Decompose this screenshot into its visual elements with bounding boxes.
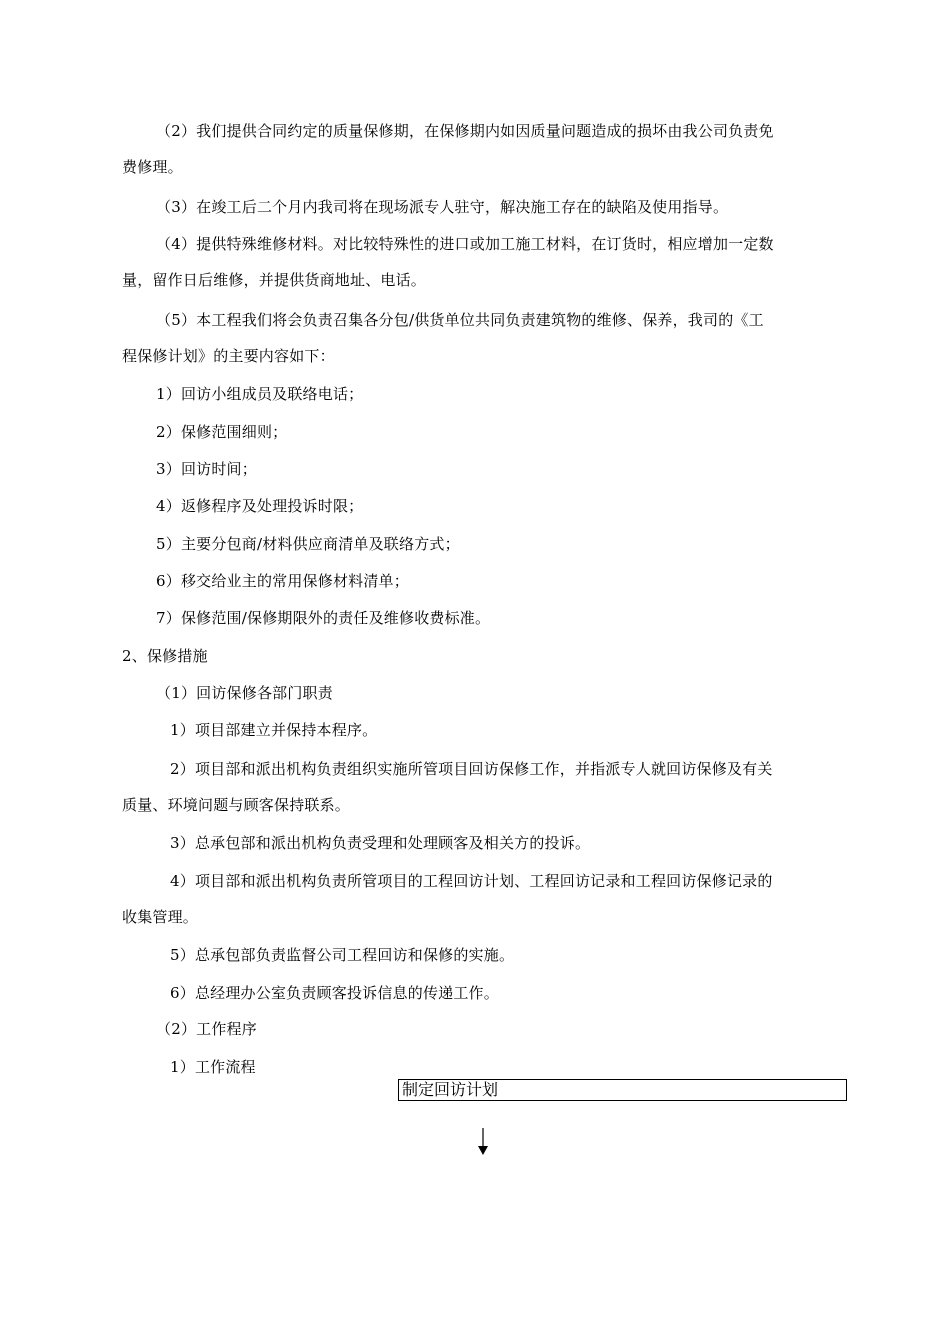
paragraph-line: （2）我们提供合同约定的质量保修期，在保修期内如因质量问题造成的损坏由我公司负责免 xyxy=(156,122,774,140)
section-heading: 2、保修措施 xyxy=(122,647,208,665)
list-item: 5）主要分包商/材料供应商清单及联络方式； xyxy=(156,535,460,553)
arrow-down-icon xyxy=(476,1128,490,1156)
paragraph-line: 费修理。 xyxy=(122,158,183,176)
list-item: 6）移交给业主的常用保修材料清单； xyxy=(156,572,409,590)
list-item: 6）总经理办公室负责顾客投诉信息的传递工作。 xyxy=(170,984,499,1002)
list-item: 1）回访小组成员及联络电话； xyxy=(156,385,364,403)
paragraph-line: （3）在竣工后二个月内我司将在现场派专人驻守，解决施工存在的缺陷及使用指导。 xyxy=(156,198,729,216)
list-item: 1）项目部建立并保持本程序。 xyxy=(170,721,378,739)
subsection-heading: （1）回访保修各部门职责 xyxy=(156,684,333,702)
paragraph-line: 程保修计划》的主要内容如下： xyxy=(122,347,335,365)
list-item: 2）项目部和派出机构负责组织实施所管项目回访保修工作，并指派专人就回访保修及有关 xyxy=(170,760,773,778)
flowchart-step-box: 制定回访计划 xyxy=(398,1079,847,1101)
paragraph-line: （4）提供特殊维修材料。对比较特殊性的进口或加工施工材料，在订货时，相应增加一定数 xyxy=(156,235,774,253)
list-item: 4）返修程序及处理投诉时限； xyxy=(156,497,364,515)
list-item: 5）总承包部负责监督公司工程回访和保修的实施。 xyxy=(170,946,515,964)
paragraph-line: （5）本工程我们将会负责召集各分包/供货单位共同负责建筑物的维修、保养，我司的《工 xyxy=(156,311,764,329)
list-item: 7）保修范围/保修期限外的责任及维修收费标准。 xyxy=(156,609,491,627)
paragraph-line: 量，留作日后维修，并提供货商地址、电话。 xyxy=(122,271,427,289)
list-item: 3）总承包部和派出机构负责受理和处理顾客及相关方的投诉。 xyxy=(170,834,591,852)
paragraph-line: 质量、环境问题与顾客保持联系。 xyxy=(122,796,351,814)
list-item: 1）工作流程 xyxy=(170,1058,256,1076)
paragraph-line: 收集管理。 xyxy=(122,908,199,926)
list-item: 3）回访时间； xyxy=(156,460,257,478)
list-item: 4）项目部和派出机构负责所管项目的工程回访计划、工程回访记录和工程回访保修记录的 xyxy=(170,872,773,890)
subsection-heading: （2）工作程序 xyxy=(156,1020,257,1038)
list-item: 2）保修范围细则； xyxy=(156,423,288,441)
